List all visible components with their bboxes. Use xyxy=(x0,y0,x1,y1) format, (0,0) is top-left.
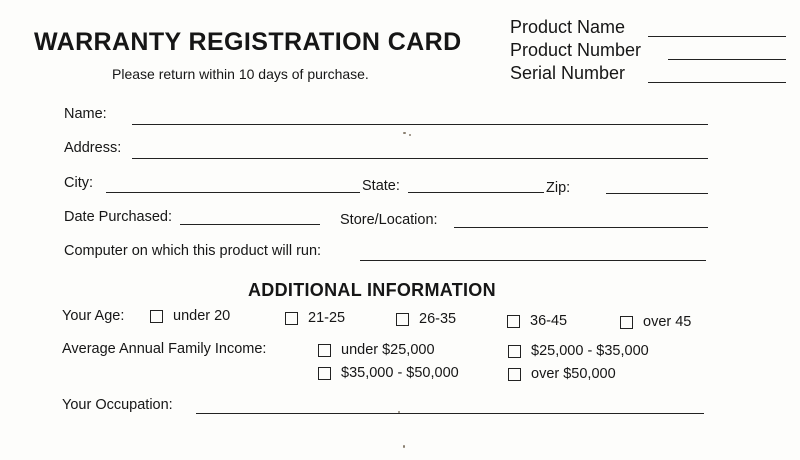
checkbox-icon[interactable] xyxy=(508,345,521,358)
name-label: Name: xyxy=(64,106,107,122)
checkbox-icon[interactable] xyxy=(396,313,409,326)
income-option-over-50000[interactable] xyxy=(508,366,616,382)
date-purchased-line[interactable] xyxy=(180,224,320,225)
product-number-label: Product Number xyxy=(510,40,642,60)
date-purchased-label: Date Purchased: xyxy=(64,209,173,225)
paper-speck xyxy=(403,445,405,448)
city-line[interactable] xyxy=(106,192,360,193)
paper-speck xyxy=(398,411,400,413)
checkbox-icon[interactable] xyxy=(285,312,298,325)
address-line[interactable] xyxy=(132,158,708,159)
income-option-25000-35000[interactable] xyxy=(508,343,649,359)
age-option-label: under 20 xyxy=(173,308,231,324)
age-option-over-45[interactable] xyxy=(620,314,691,330)
computer-label: Computer on which this product will run: xyxy=(64,243,322,259)
card-subtitle: Please return within 10 days of purchase. xyxy=(112,66,369,82)
occupation-line[interactable] xyxy=(196,413,704,414)
income-option-35000-50000[interactable] xyxy=(318,365,459,381)
state-label: State: xyxy=(362,178,400,194)
checkbox-icon[interactable] xyxy=(318,344,331,357)
product-name-line[interactable] xyxy=(648,36,786,37)
age-option-26-35[interactable] xyxy=(396,311,456,327)
store-location-line[interactable] xyxy=(454,227,708,228)
income-option-label: over $50,000 xyxy=(531,366,616,382)
product-name-label: Product Name xyxy=(510,17,626,37)
card-title: WARRANTY REGISTRATION CARD xyxy=(34,28,462,56)
name-line[interactable] xyxy=(132,124,708,125)
address-label: Address: xyxy=(64,140,122,156)
serial-number-line[interactable] xyxy=(648,82,786,83)
zip-line[interactable] xyxy=(606,193,708,194)
checkbox-icon[interactable] xyxy=(150,310,163,323)
product-number-line[interactable] xyxy=(668,59,786,60)
age-option-label: 36-45 xyxy=(530,313,568,329)
age-option-under-20[interactable] xyxy=(150,308,230,324)
age-label: Your Age: xyxy=(62,308,125,324)
computer-line[interactable] xyxy=(360,260,706,261)
age-option-label: 26-35 xyxy=(419,311,457,327)
paper-speck xyxy=(409,134,411,136)
serial-number-label: Serial Number xyxy=(510,63,626,83)
checkbox-icon[interactable] xyxy=(507,315,520,328)
checkbox-icon[interactable] xyxy=(620,316,633,329)
occupation-label: Your Occupation: xyxy=(62,397,173,413)
paper-speck xyxy=(403,132,406,134)
income-option-label: $35,000 - $50,000 xyxy=(341,365,459,381)
additional-info-heading: ADDITIONAL INFORMATION xyxy=(248,280,496,300)
income-option-label: under $25,000 xyxy=(341,342,435,358)
income-option-under-25000[interactable] xyxy=(318,342,435,358)
age-option-label: over 45 xyxy=(643,314,692,330)
zip-label: Zip: xyxy=(546,180,571,196)
state-line[interactable] xyxy=(408,192,544,193)
age-option-label: 21-25 xyxy=(308,310,346,326)
city-label: City: xyxy=(64,175,93,191)
income-label: Average Annual Family Income: xyxy=(62,341,267,357)
age-option-21-25[interactable] xyxy=(285,310,345,326)
income-option-label: $25,000 - $35,000 xyxy=(531,343,649,359)
checkbox-icon[interactable] xyxy=(508,368,521,381)
age-option-36-45[interactable] xyxy=(507,313,567,329)
checkbox-icon[interactable] xyxy=(318,367,331,380)
store-location-label: Store/Location: xyxy=(340,212,438,228)
